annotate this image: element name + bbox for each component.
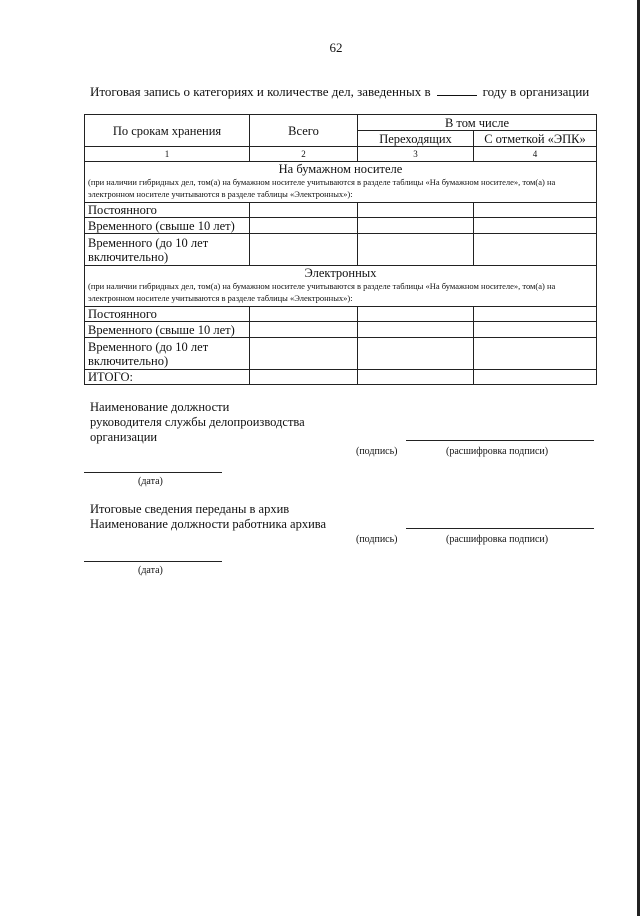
form-heading [90, 84, 589, 100]
cell-transitional[interactable] [358, 203, 474, 218]
year-blank[interactable] [437, 84, 477, 96]
cell-total[interactable] [250, 322, 358, 338]
cases-summary-table [84, 114, 597, 385]
section-electronic-note: (при наличии гибридных дел, том(а) на бумажном носителе учитываются в разделе таблицы «На бумажном носителе», том(а) на электронном носителе учитываются в разделе таблицы «Электронных»): [88, 281, 556, 303]
cell-total[interactable] [250, 234, 358, 266]
signature1-date-caption: (дата) [138, 476, 163, 487]
heading-prefix: Итоговая запись о категориях и количестве дел, заведенных в [90, 84, 431, 99]
signature1-date-line[interactable] [84, 472, 222, 473]
signature2-decode-caption: (расшифровка подписи) [446, 534, 549, 545]
row-label: Временного (свыше 10 лет) [85, 322, 250, 338]
cell-transitional[interactable] [358, 370, 474, 385]
total-label: ИТОГО: [85, 370, 250, 385]
section-electronic [85, 266, 597, 307]
row-label: Постоянного [85, 307, 250, 322]
signature1-decode-caption: (расшифровка подписи) [446, 446, 549, 457]
header-epk: С отметкой «ЭПК» [474, 131, 597, 147]
header-storage-term: По срокам хранения [85, 115, 250, 147]
header-transitional: Переходящих [358, 131, 474, 147]
page-number: 62 [329, 40, 343, 55]
cell-epk[interactable] [474, 322, 597, 338]
cell-epk[interactable] [474, 307, 597, 322]
cell-epk[interactable] [474, 234, 597, 266]
signature2-line: Итоговые сведения переданы в архив [90, 502, 290, 516]
cell-transitional[interactable] [358, 218, 474, 234]
cell-epk[interactable] [474, 338, 597, 370]
cell-transitional[interactable] [358, 338, 474, 370]
signature2-sign-caption: (подпись) [356, 534, 398, 545]
signature2-date-line[interactable] [84, 561, 222, 562]
signature1-line: Наименование должности [90, 400, 230, 414]
header-total: Всего [250, 115, 358, 147]
signature1-sign-caption: (подпись) [356, 446, 398, 457]
col-number-2: 2 [250, 147, 358, 162]
cell-total[interactable] [250, 338, 358, 370]
section-paper-title: На бумажном носителе [278, 162, 403, 176]
cell-total[interactable] [250, 307, 358, 322]
cell-transitional[interactable] [358, 234, 474, 266]
signature1-line: организации [90, 430, 158, 444]
cell-transitional[interactable] [358, 322, 474, 338]
section-paper [85, 162, 597, 203]
cell-epk[interactable] [474, 218, 597, 234]
row-label: Временного (свыше 10 лет) [85, 218, 250, 234]
row-label: Временного (до 10 лет включительно) [85, 234, 250, 266]
signature1-line: руководителя службы делопроизводства [90, 415, 305, 429]
signature2-date-caption: (дата) [138, 565, 163, 576]
col-number-4: 4 [474, 147, 597, 162]
col-number-1: 1 [85, 147, 250, 162]
cell-total[interactable] [250, 370, 358, 385]
row-label: Временного (до 10 лет включительно) [85, 338, 250, 370]
signature1-position [90, 400, 305, 445]
signature1-decode-line[interactable] [406, 440, 594, 441]
header-including: В том числе [358, 115, 597, 131]
cell-total[interactable] [250, 203, 358, 218]
signature2-line: Наименование должности работника архива [90, 517, 327, 531]
row-label: Постоянного [85, 203, 250, 218]
cell-transitional[interactable] [358, 307, 474, 322]
heading-suffix: году в организации [482, 84, 590, 99]
cell-epk[interactable] [474, 370, 597, 385]
cell-total[interactable] [250, 218, 358, 234]
signature2-decode-line[interactable] [406, 528, 594, 529]
section-electronic-title: Электронных [304, 266, 377, 280]
section-paper-note: (при наличии гибридных дел, том(а) на бумажном носителе учитываются в разделе таблицы «На бумажном носителе», том(а) на электронном носителе учитываются в разделе таблицы «Электронных»): [88, 177, 556, 199]
cell-epk[interactable] [474, 203, 597, 218]
signature2-position [90, 502, 326, 532]
col-number-3: 3 [358, 147, 474, 162]
